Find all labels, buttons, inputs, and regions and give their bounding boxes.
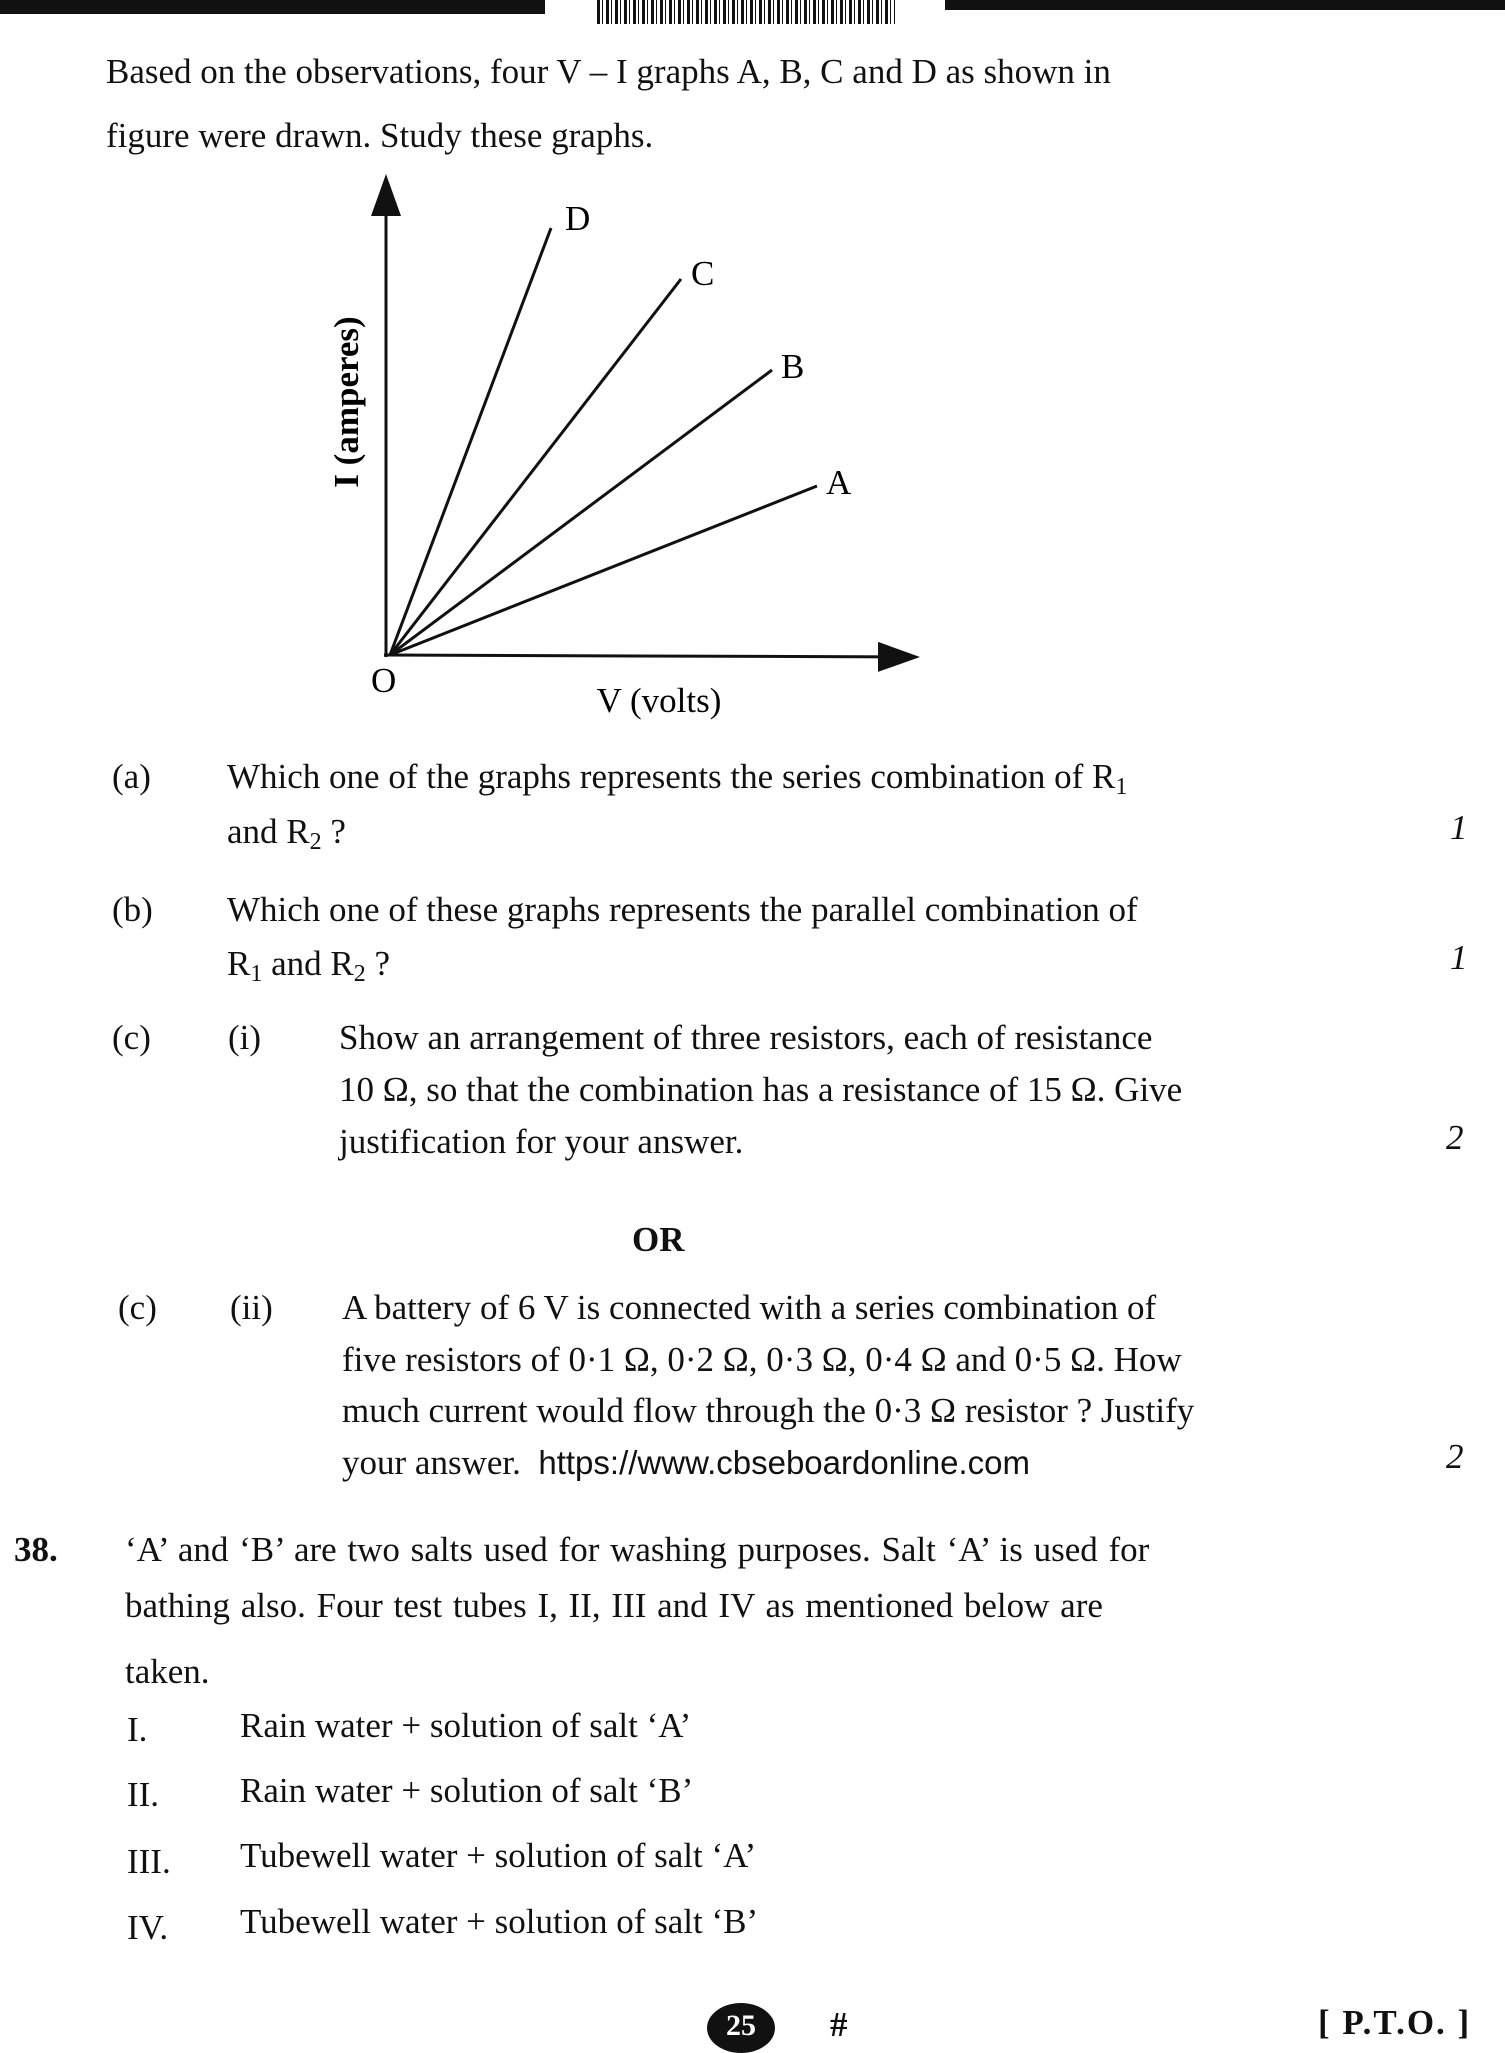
item-num-3: III. [127, 1842, 171, 1881]
intro-line-1: Based on the observations, four V – I graphs A, B, C and D as shown in [106, 52, 1111, 91]
item-text-3: Tubewell water + solution of salt ‘A’ [240, 1836, 757, 1875]
q-c2-line-1: A battery of 6 V is connected with a series combination of [342, 1288, 1157, 1327]
q-c2-marks: 2 [1446, 1437, 1464, 1476]
q-c2-line-2: five resistors of 0·1 Ω, 0·2 Ω, 0·3 Ω, 0·4 Ω and 0·5 Ω. How [342, 1340, 1182, 1379]
item-num-2: II. [127, 1775, 160, 1814]
q38-line-2: bathing also. Four test tubes I, II, III and IV as mentioned below are [125, 1586, 1103, 1625]
line-d [390, 228, 551, 655]
label-c: C [691, 254, 715, 293]
q38-line-3: taken. [125, 1652, 210, 1691]
q-c1-line-1: Show an arrangement of three resistors, each of resistance [339, 1018, 1153, 1057]
line-b [390, 370, 772, 655]
y-axis-label: I (amperes) [327, 316, 366, 488]
page-number-badge: 25 [707, 2003, 775, 2053]
item-num-1: I. [127, 1710, 148, 1749]
q-c2-label: (c) [118, 1288, 157, 1327]
q-a-marks: 1 [1450, 808, 1468, 847]
item-text-4: Tubewell water + solution of salt ‘B’ [240, 1902, 759, 1941]
q-c2-sub: (ii) [230, 1288, 273, 1327]
q-c1-label: (c) [112, 1018, 151, 1057]
source-url[interactable]: https://www.cbseboardonline.com [538, 1444, 1030, 1481]
label-b: B [781, 347, 805, 386]
q-b-line-2: $R_1$ and $R_2$ ? [227, 944, 391, 987]
q-c1-marks: 2 [1446, 1118, 1464, 1157]
q-a-label: (a) [112, 757, 151, 796]
q-c1-line-3: justification for your answer. [339, 1122, 744, 1161]
item-text-2: Rain water + solution of salt ‘B’ [240, 1771, 694, 1810]
q-b-marks: 1 [1450, 938, 1468, 977]
q-c1-sub: (i) [228, 1018, 262, 1057]
footer-hash: # [830, 2005, 848, 2044]
q-a-line-2: and $R_2$ ? [227, 812, 346, 855]
q-c2-line-3: much current would flow through the 0·3 Ω resistor ? Justify [342, 1391, 1195, 1430]
x-axis [384, 655, 914, 657]
intro-line-2: figure were drawn. Study these graphs. [106, 116, 654, 155]
q-a-line-1: Which one of the graphs represents the series combination of $R_1$ [227, 757, 1128, 800]
q38-number: 38. [14, 1530, 58, 1569]
q-c2-line-4: your answer. https://www.cbseboardonline.com [342, 1443, 1030, 1482]
item-num-4: IV. [127, 1908, 169, 1947]
q38-line-1: ‘A’ and ‘B’ are two salts used for washing purposes. Salt ‘A’ is used for [125, 1530, 1150, 1569]
origin-label: O [371, 661, 397, 700]
vi-graph [0, 0, 1505, 740]
q-b-label: (b) [112, 890, 153, 929]
label-d: D [565, 199, 591, 238]
pto-label: [ P.T.O. ] [1318, 2003, 1472, 2042]
or-separator: OR [632, 1220, 685, 1259]
label-a: A [826, 463, 852, 502]
q-c1-line-2: 10 Ω, so that the combination has a resistance of 15 Ω. Give [339, 1070, 1183, 1109]
x-axis-label: V (volts) [596, 681, 722, 720]
item-text-1: Rain water + solution of salt ‘A’ [240, 1706, 692, 1745]
q-b-line-1: Which one of these graphs represents the parallel combination of [227, 890, 1138, 929]
